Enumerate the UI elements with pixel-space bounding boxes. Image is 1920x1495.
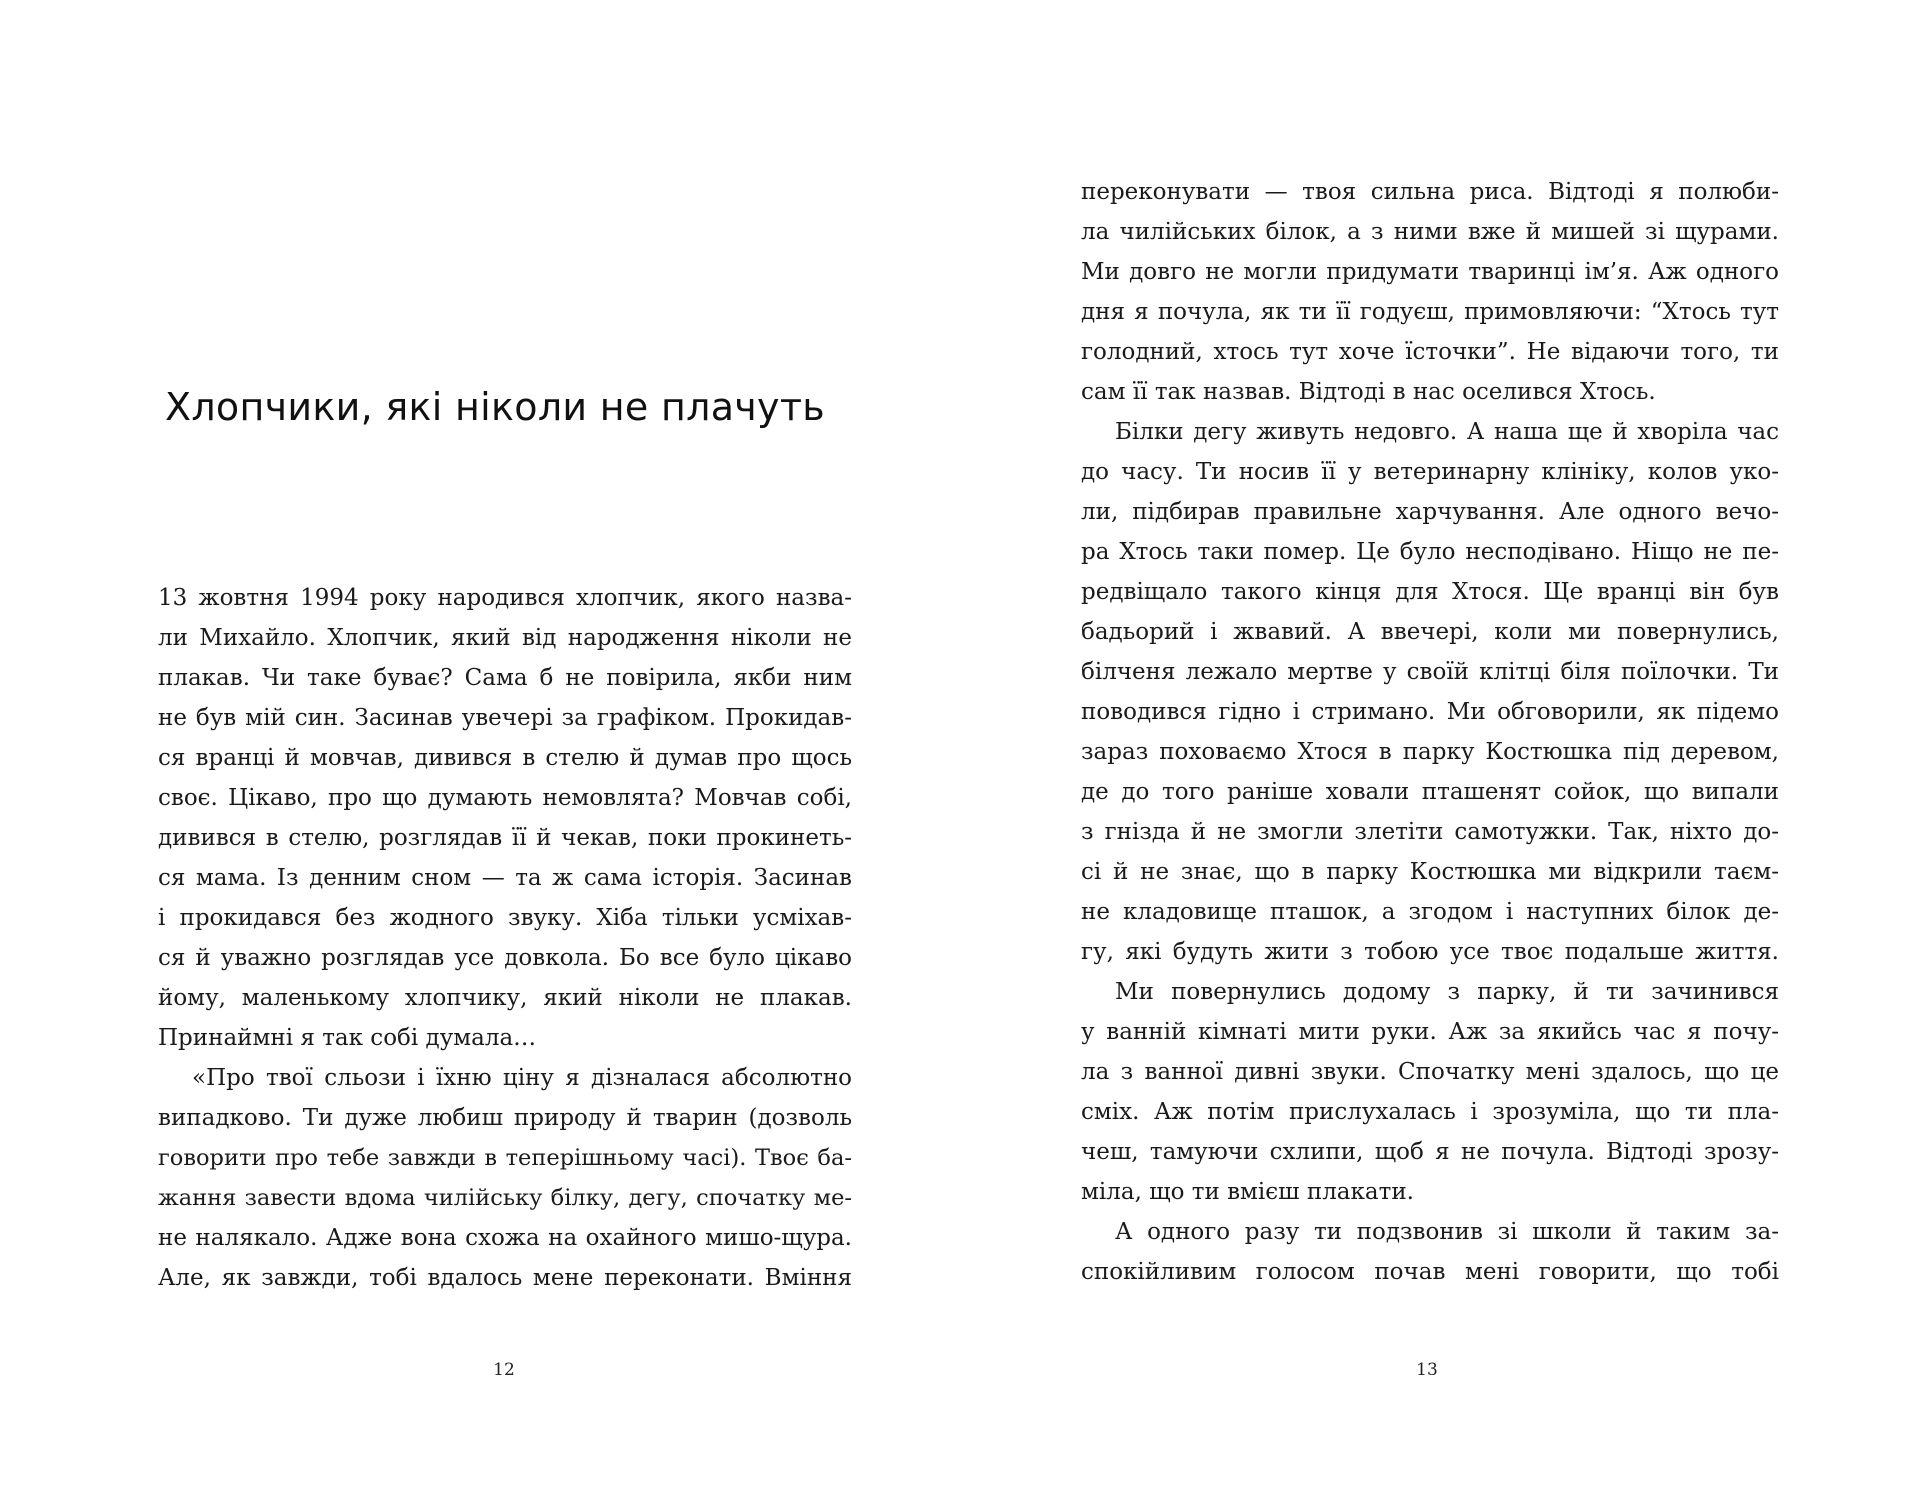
text-line: плакав. Чи таке буває? Сама б не повірила, якби ним (158, 665, 852, 691)
text-line: ся й уважно розглядав усе довкола. Бо все було цікаво (158, 945, 852, 971)
text-line: дивився в стелю, розглядав її й чекав, поки прокинеть- (158, 825, 852, 851)
text-line: А одного разу ти подзвонив зі школи й таким за- (1115, 1219, 1779, 1245)
text-line: зараз поховаємо Хтося в парку Костюшка під деревом, (1081, 739, 1779, 765)
text-line: ра Хтось таки помер. Це було несподівано. Ніщо не пе- (1081, 539, 1779, 565)
text-line: не налякало. Адже вона схожа на охайного мишо-щура. (158, 1225, 852, 1251)
text-line: не кладовище пташок, а згодом і наступних білок де- (1081, 899, 1779, 925)
text-line: Але, як завжди, тобі вдалось мене переконати. Вміння (158, 1265, 852, 1291)
text-line: Ми повернулись додому з парку, й ти зачинився (1115, 979, 1779, 1005)
page-number-left: 12 (493, 1360, 515, 1380)
text-line: поводився гідно і стримано. Ми обговорили, як підемо (1081, 699, 1779, 725)
text-line: гу, які будуть жити з тобою усе твоє подальше життя. (1081, 939, 1779, 965)
text-line: сі й не знає, що в парку Костюшка ми відкрили таєм- (1081, 859, 1779, 885)
text-line: йому, маленькому хлопчику, який ніколи не плакав. (158, 985, 852, 1011)
text-line: ся мама. Із денним сном — та ж сама історія. Засинав (158, 865, 852, 891)
text-line: сам її так назвав. Відтоді в нас оселився Хтось. (1081, 379, 1656, 405)
text-line: Білки дегу живуть недовго. А наша ще й хворіла час (1115, 419, 1779, 445)
text-line: ли, підбирав правильне харчування. Але одного вечо- (1081, 499, 1779, 525)
text-line: чеш, тамуючи схлипи, щоб я не почула. Відтоді зрозу- (1081, 1139, 1779, 1165)
text-line: говорити про тебе завжди в теперішньому часі). Твоє ба- (158, 1145, 852, 1171)
text-line: 13 жовтня 1994 року народився хлопчик, якого назва- (158, 585, 852, 611)
text-line: дня я почула, як ти її годуєш, примовляючи: “Хтось тут (1081, 299, 1779, 325)
text-line: ла з ванної дивні звуки. Спочатку мені здалось, що це (1081, 1059, 1779, 1085)
text-line: міла, що ти вмієш плакати. (1081, 1179, 1414, 1205)
text-line: своє. Цікаво, про що думають немовлята? Мовчав собі, (158, 785, 852, 811)
text-line: ли Михайло. Хлопчик, який від народження ніколи не (158, 625, 852, 651)
text-line: «Про твої сльози і їхню ціну я дізналася абсолютно (192, 1065, 852, 1091)
text-line: не був мій син. Засинав увечері за графіком. Прокидав- (158, 705, 852, 731)
text-line: спокійливим голосом почав мені говорити, що тобі (1081, 1259, 1779, 1285)
text-line: де до того раніше ховали пташенят сойок, що випали (1081, 779, 1779, 805)
text-line: переконувати — твоя сильна риса. Відтоді я полюби- (1081, 179, 1779, 205)
text-line: до часу. Ти носив її у ветеринарну клініку, колов уко- (1081, 459, 1779, 485)
text-line: Принаймні я так собі думала… (158, 1025, 537, 1051)
text-line: ла чилійських білок, а з ними вже й мишей зі щурами. (1081, 219, 1779, 245)
text-line: бадьорий і жвавий. А ввечері, коли ми повернулись, (1081, 619, 1779, 645)
page-number-right: 13 (1416, 1360, 1438, 1380)
text-line: з гнізда й не змогли злетіти самотужки. Так, ніхто до- (1081, 819, 1779, 845)
text-line: білченя лежало мертве у своїй клітці біля поїлочки. Ти (1081, 659, 1779, 685)
text-line: ся вранці й мовчав, дивився в стелю й думав про щось (158, 745, 852, 771)
text-line: голодний, хтось тут хоче їсточки”. Не відаючи того, ти (1081, 339, 1779, 365)
text-line: жання завести вдома чилійську білку, дегу, спочатку ме- (158, 1185, 852, 1211)
text-line: випадково. Ти дуже любиш природу й тварин (дозволь (158, 1105, 852, 1131)
chapter-title: Хлопчики, які ніколи не плачуть (165, 385, 825, 429)
text-line: Ми довго не могли придумати тваринці ім’я. Аж одного (1081, 259, 1779, 285)
text-line: у ванній кімнаті мити руки. Аж за якийсь час я почу- (1081, 1019, 1779, 1045)
text-line: редвіщало такого кінця для Хтося. Ще вранці він був (1081, 579, 1779, 605)
text-line: і прокидався без жодного звуку. Хіба тільки усміхав- (158, 905, 852, 931)
text-line: сміх. Аж потім прислухалась і зрозуміла, що ти пла- (1081, 1099, 1779, 1125)
